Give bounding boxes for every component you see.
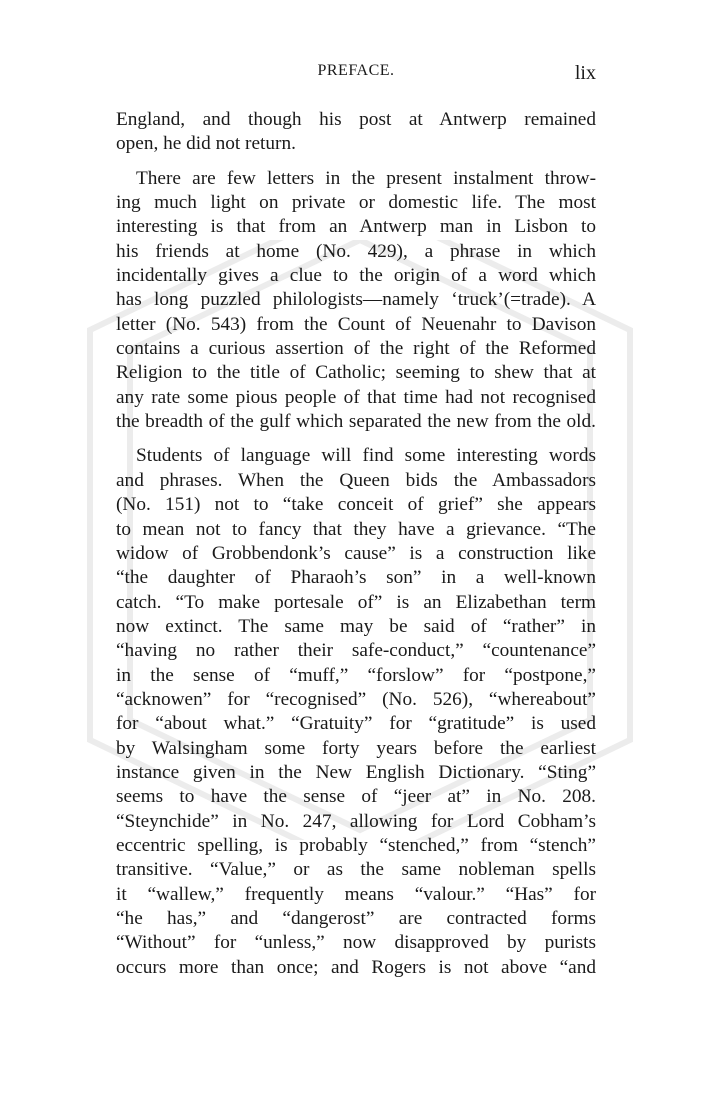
text-line: (No. 151) not to “take conceit of grief” she appears bbox=[116, 494, 596, 516]
text-line: occurs more than once; and Rogers is not above “and bbox=[116, 956, 596, 978]
paragraph bbox=[116, 444, 596, 980]
text-line: “Without” for “unless,” now disapproved by purists bbox=[116, 932, 596, 954]
running-title: PREFACE. bbox=[317, 62, 395, 79]
text-line: it “wallew,” frequently means “valour.” “Has” for bbox=[116, 883, 596, 905]
text-line: interesting is that from an Antwerp man in Lisbon to bbox=[116, 216, 596, 238]
text-line: his friends at home (No. 429), a phrase in which bbox=[116, 240, 596, 262]
text-line: to mean not to fancy that they have a grievance. “The bbox=[116, 518, 596, 540]
text-line: There are few letters in the present instalment throw- bbox=[136, 167, 596, 189]
body-text bbox=[116, 108, 596, 980]
text-line: eccentric spelling, is probably “stenched,” from “stench” bbox=[116, 834, 596, 856]
text-line: “having no rather their safe-conduct,” “countenance” bbox=[116, 640, 596, 662]
text-line: transitive. “Value,” or as the same nobleman spells bbox=[116, 859, 596, 881]
text-line: “the daughter of Pharaoh’s son” in a well-known bbox=[116, 567, 596, 589]
text-line: contains a curious assertion of the right of the Reformed bbox=[116, 338, 596, 360]
text-line: incidentally gives a clue to the origin of a word which bbox=[116, 265, 596, 287]
page-header bbox=[116, 62, 596, 92]
text-line: by Walsingham some forty years before the earliest bbox=[116, 737, 596, 759]
text-line: Religion to the title of Catholic; seeming to shew that at bbox=[116, 362, 596, 384]
text-line: Students of language will find some interesting words bbox=[136, 445, 596, 467]
text-line: and phrases. When the Queen bids the Ambassadors bbox=[116, 469, 596, 491]
text-line: has long puzzled philologists—namely ‘truck’(=trade). A bbox=[116, 289, 596, 311]
text-line: letter (No. 543) from the Count of Neuenahr to Davison bbox=[116, 313, 596, 335]
text-line: widow of Grobbendonk’s cause” is a construction like bbox=[116, 542, 596, 564]
text-line: in the sense of “muff,” “forslow” for “postpone,” bbox=[116, 664, 596, 686]
text-line: England, and though his post at Antwerp remained bbox=[116, 109, 596, 130]
text-line: open, he did not return. bbox=[116, 133, 296, 155]
text-line: now extinct. The same may be said of “rather” in bbox=[116, 615, 596, 637]
paragraph bbox=[116, 167, 596, 435]
text-line: “Steynchide” in No. 247, allowing for Lord Cobham’s bbox=[116, 810, 596, 832]
text-line: the breadth of the gulf which separated the new from the old. bbox=[116, 411, 596, 433]
text-line: “acknowen” for “recognised” (No. 526), “whereabout” bbox=[116, 688, 596, 710]
text-line: “he has,” and “dangerost” are contracted forms bbox=[116, 908, 596, 929]
text-line: any rate some pious people of that time had not recognised bbox=[116, 386, 596, 408]
text-line: ing much light on private or domestic life. The most bbox=[116, 192, 596, 214]
text-line: for “about what.” “Gratuity” for “gratitude” is used bbox=[116, 713, 596, 735]
text-line: seems to have the sense of “jeer at” in No. 208. bbox=[116, 786, 596, 808]
paragraph bbox=[116, 108, 596, 157]
text-line: instance given in the New English Dictionary. “Sting” bbox=[116, 761, 596, 783]
page-number: lix bbox=[574, 62, 596, 84]
text-line: catch. “To make portesale of” is an Elizabethan term bbox=[116, 591, 596, 613]
